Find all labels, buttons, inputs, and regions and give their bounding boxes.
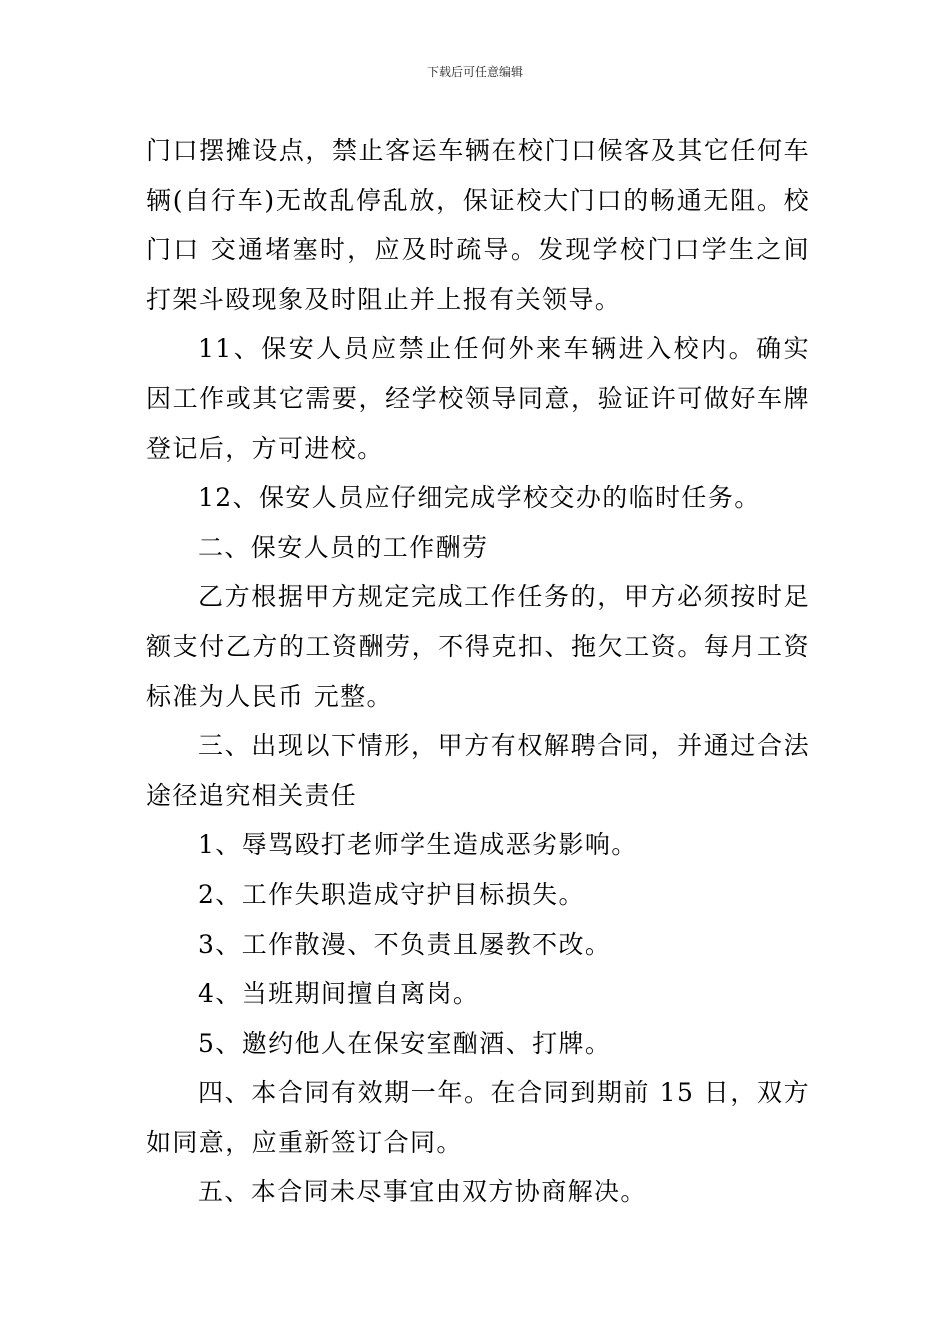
- section-heading: 四、本合同有效期一年。在合同到期前 15 日，双方如同意，应重新签订合同。: [146, 1078, 810, 1157]
- document-body: [146, 126, 810, 1217]
- paragraph: 乙方根据甲方规定完成工作任务的，甲方必须按时足额支付乙方的工资酬劳，不得克扣、拖欠工资。每月工资标准为人民币 元整。: [146, 582, 810, 711]
- section-heading: 三、出现以下情形，甲方有权解聘合同，并通过合法途径追究相关责任: [146, 731, 810, 810]
- paragraph: 11、保安人员应禁止任何外来车辆进入校内。确实因工作或其它需要，经学校领导同意，验证许可做好车牌登记后，方可进校。: [146, 334, 810, 463]
- section-heading: 二、保安人员的工作酬劳: [198, 532, 489, 562]
- list-item: 4、当班期间擅自离岗。: [198, 979, 480, 1009]
- list-item: 1、辱骂殴打老师学生造成恶劣影响。: [198, 830, 638, 860]
- section-heading: 五、本合同未尽事宜由双方协商解决。: [198, 1177, 647, 1207]
- paragraph: 12、保安人员应仔细完成学校交办的临时任务。: [198, 483, 761, 513]
- list-item: 5、邀约他人在保安室酗酒、打牌。: [198, 1028, 612, 1058]
- list-item: 3、工作散漫、不负责且屡教不改。: [198, 929, 612, 959]
- page-header: 下载后可任意编辑: [426, 65, 523, 79]
- paragraph: 门口摆摊设点，禁止客运车辆在校门口候客及其它任何车辆(自行车)无故乱停乱放，保证校大门口的畅通无阻。校门口 交通堵塞时，应及时疏导。发现学校门口学生之间打架斗殴现象及时阻止并上报有关领导。: [146, 136, 810, 314]
- list-item: 2、工作失职造成守护目标损失。: [198, 879, 585, 909]
